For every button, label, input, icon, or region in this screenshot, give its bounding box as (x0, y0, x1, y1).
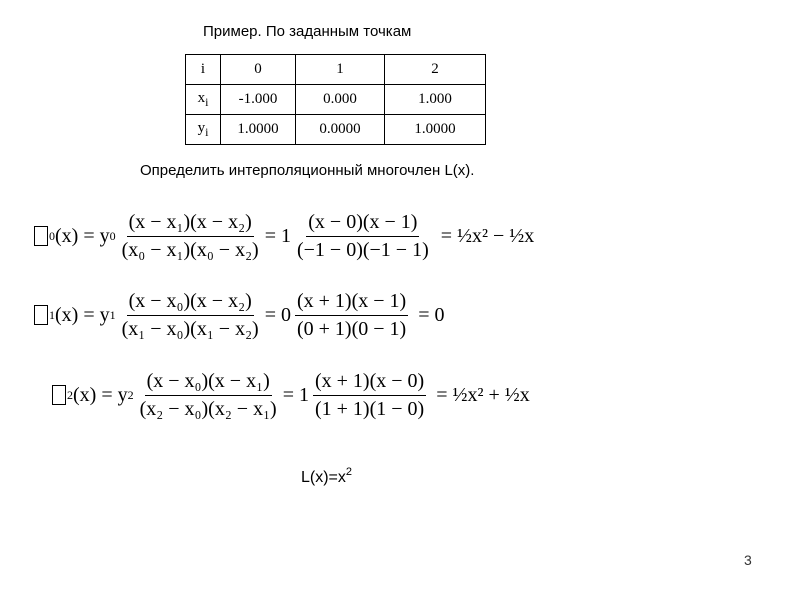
basis-fraction: $\frac{\text{(x − x₀)(x − x₂)}}{\text{(x₁ − x₀)(x₁ − x₂)}}$ (121, 289, 259, 340)
final-result: $L(x)=x^2$ (301, 466, 353, 486)
table-header-cell: 0 (221, 55, 296, 85)
table-header-cell: 1 (296, 55, 385, 85)
table-cell: 1.000 (385, 85, 486, 115)
table-header-row (186, 55, 486, 85)
equation-result: = ½x² + ½x (436, 383, 530, 406)
basis-fraction: $\frac{\text{(x − x₀)(x − x₁)}}{\text{(x₂ − x₀)(x₂ − x₁)}}$ (139, 369, 277, 420)
table-cell: -1.000 (221, 85, 296, 115)
table-cell: 0.000 (296, 85, 385, 115)
slide-title: Пример. По заданным точкам (203, 23, 412, 40)
table-row-label: $x_i$ (186, 85, 221, 115)
table-header-cell: 2 (385, 55, 486, 85)
equation-l2: 2 (x) = y 2 $\frac{\text{(x − x₀)(x − x₁)}}{\text{(x₂ − x₀)(x₂ − x₁)}}$ = 1 (x + 1)(x − 0) (1 + 1)(1 − 0) = ½x² + ½x (52, 365, 530, 425)
equation-result: = ½x² − ½x (440, 224, 535, 247)
equation-l0: 0 (x) = y 0 $\frac{\text{(x − x₁)(x − x₂)}}{\text{(x₀ − x₁)(x₀ − x₂)}}$ = 1 (x − 0)(x − 1) (−1 − 0)(−1 − 1) = ½x² − ½x (34, 206, 534, 266)
missing-glyph-icon (34, 305, 48, 325)
equation-l1: 1 (x) = y 1 $\frac{\text{(x − x₀)(x − x₂)}}{\text{(x₁ − x₀)(x₁ − x₂)}}$ = 0 (x + 1)(x − 1) (0 + 1)(0 − 1) = 0 (34, 285, 444, 345)
numeric-fraction: (x − 0)(x − 1) (−1 − 0)(−1 − 1) (296, 210, 429, 261)
table-row (186, 85, 486, 115)
table-header-cell: i (186, 55, 221, 85)
table-cell: 0.0000 (296, 115, 385, 145)
missing-glyph-icon (52, 385, 66, 405)
task-text: Определить интерполяционный многочлен L(x). (140, 162, 475, 179)
numeric-fraction: (x + 1)(x − 1) (0 + 1)(0 − 1) (296, 289, 407, 340)
table-row-label: $y_i$ (186, 115, 221, 145)
table-row (186, 115, 486, 145)
missing-glyph-icon (34, 226, 48, 246)
table-cell: 1.0000 (221, 115, 296, 145)
equation-result: = 0 (418, 303, 445, 326)
page-number: 3 (744, 552, 752, 568)
basis-fraction: $\frac{\text{(x − x₁)(x − x₂)}}{\text{(x₀ − x₁)(x₀ − x₂)}}$ (121, 210, 259, 261)
table-cell: 1.0000 (385, 115, 486, 145)
points-table (185, 54, 486, 145)
numeric-fraction: (x + 1)(x − 0) (1 + 1)(1 − 0) (314, 369, 425, 420)
